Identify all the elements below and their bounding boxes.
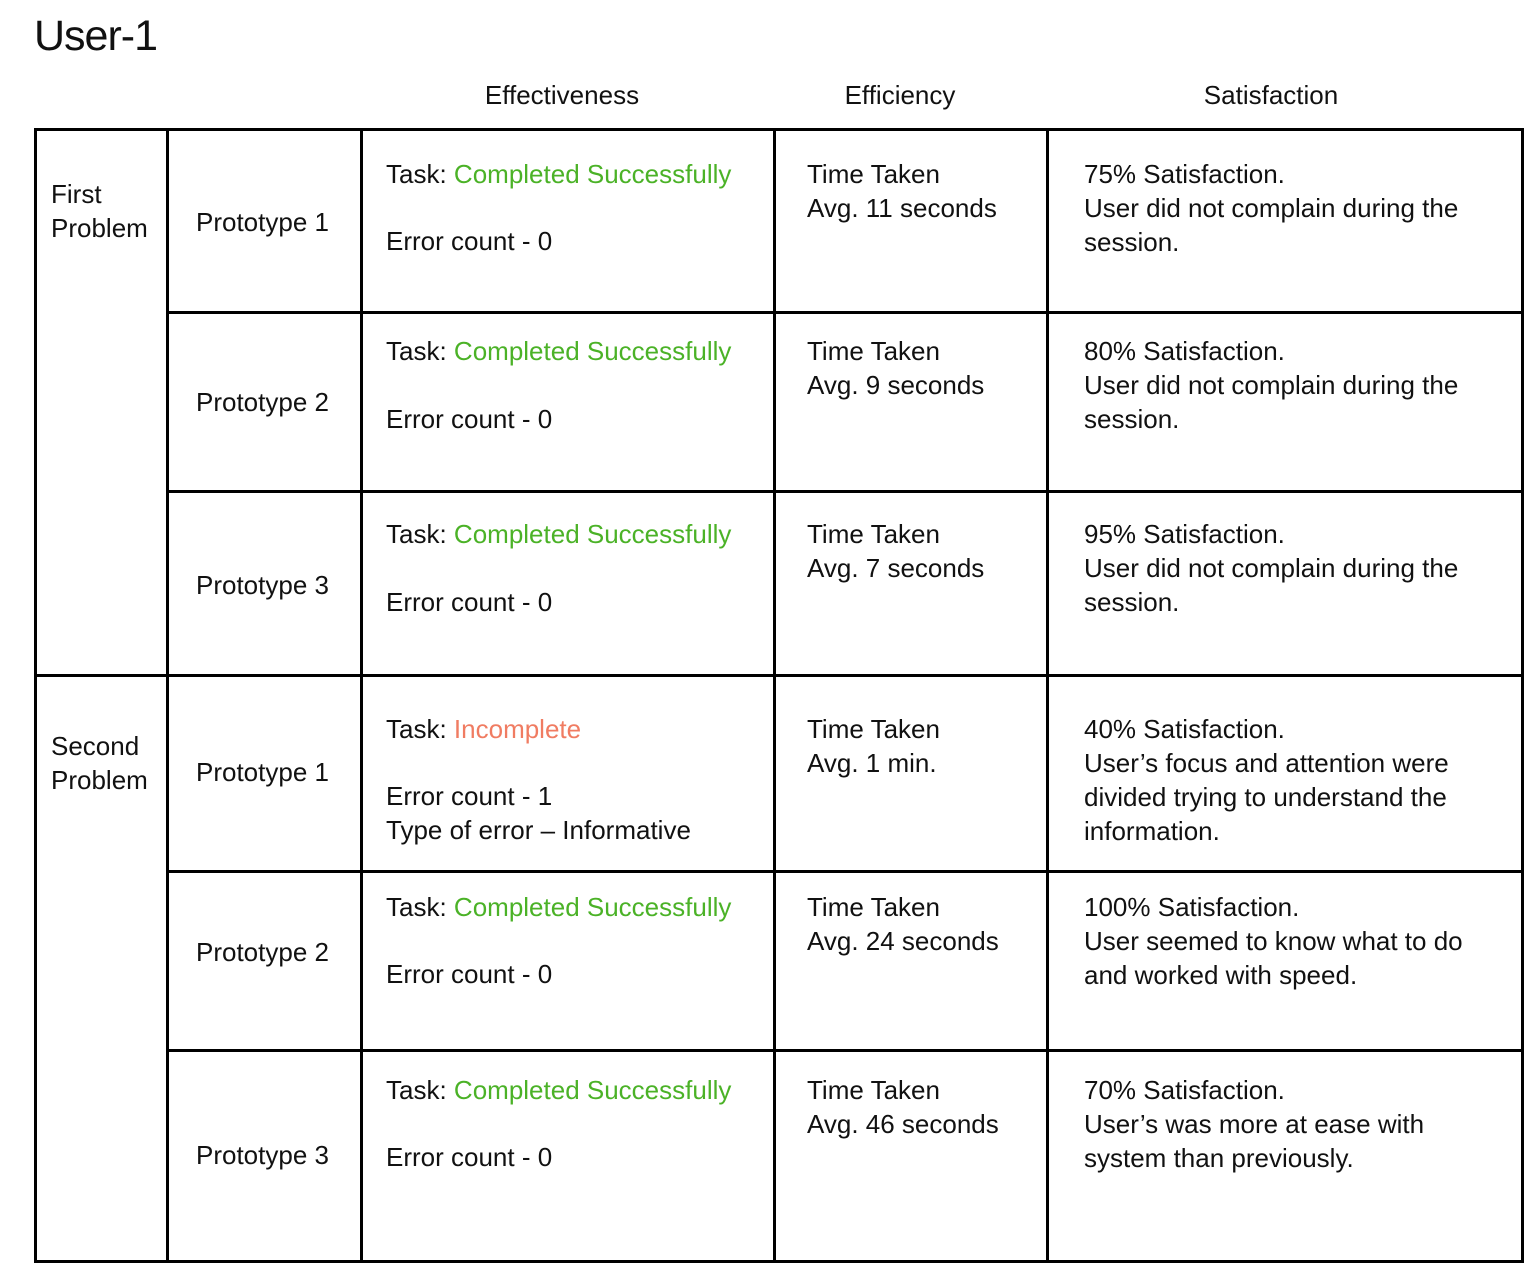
satisfaction-line: divided trying to understand the <box>1084 782 1447 812</box>
problem-label-line: Second <box>51 731 140 761</box>
row-divider <box>167 1049 1524 1052</box>
satisfaction-cell <box>1084 334 1458 436</box>
efficiency-cell <box>807 712 940 780</box>
task-result <box>386 517 731 551</box>
prototype-label: Prototype 3 <box>196 1140 329 1170</box>
time-value: Avg. 7 seconds <box>807 553 985 583</box>
satisfaction-line: 40% Satisfaction. <box>1084 714 1285 744</box>
satisfaction-cell <box>1084 712 1449 848</box>
prototype-label: Prototype 2 <box>196 937 329 967</box>
row-divider <box>167 311 1524 314</box>
satisfaction-line: session. <box>1084 404 1180 434</box>
satisfaction-line: system than previously. <box>1084 1143 1354 1173</box>
efficiency-cell <box>807 334 984 402</box>
table-border-bottom <box>34 1260 1524 1263</box>
satisfaction-line: session. <box>1084 587 1180 617</box>
results-table <box>34 128 1524 1264</box>
efficiency-cell <box>807 1073 999 1141</box>
table-border-right <box>1521 128 1524 1263</box>
satisfaction-line: User’s focus and attention were <box>1084 748 1449 778</box>
problem-label-line: Problem <box>51 213 148 243</box>
column-divider <box>1046 128 1049 1263</box>
time-value: Avg. 11 seconds <box>807 193 997 223</box>
task-label: Task: <box>386 892 447 922</box>
problem-divider <box>34 674 1524 677</box>
time-label: Time Taken <box>807 892 940 922</box>
task-result <box>386 334 731 368</box>
task-result <box>386 157 731 191</box>
satisfaction-line: User’s was more at ease with <box>1084 1109 1425 1139</box>
satisfaction-line: User seemed to know what to do <box>1084 926 1463 956</box>
table-border-top <box>34 128 1524 131</box>
efficiency-cell <box>807 517 984 585</box>
table-border-left <box>34 128 37 1263</box>
satisfaction-line: 70% Satisfaction. <box>1084 1075 1285 1105</box>
problem-label-line: First <box>51 179 102 209</box>
task-status: Incomplete <box>453 714 582 744</box>
row-divider <box>167 490 1524 493</box>
satisfaction-cell <box>1084 157 1458 259</box>
efficiency-cell <box>807 890 999 958</box>
satisfaction-line: session. <box>1084 227 1180 257</box>
satisfaction-line: User did not complain during the <box>1084 553 1459 583</box>
problem-label <box>51 177 148 245</box>
satisfaction-line: 95% Satisfaction. <box>1084 519 1285 549</box>
error-count: Error count - 0 <box>386 1142 553 1172</box>
satisfaction-line: 100% Satisfaction. <box>1084 892 1300 922</box>
task-result <box>386 890 731 924</box>
task-result <box>386 712 581 746</box>
error-info <box>386 779 691 847</box>
task-label: Task: <box>386 714 447 744</box>
time-label: Time Taken <box>807 159 940 189</box>
problem-label-line: Problem <box>51 765 148 795</box>
satisfaction-cell <box>1084 890 1463 992</box>
time-label: Time Taken <box>807 1075 940 1105</box>
satisfaction-line: 80% Satisfaction. <box>1084 336 1285 366</box>
time-value: Avg. 1 min. <box>807 748 937 778</box>
prototype-label: Prototype 1 <box>196 757 329 787</box>
column-divider <box>166 128 169 1263</box>
column-header-efficiency: Efficiency <box>844 80 956 110</box>
column-header-effectiveness: Effectiveness <box>484 80 640 110</box>
time-value: Avg. 24 seconds <box>807 926 999 956</box>
time-label: Time Taken <box>807 714 940 744</box>
prototype-label: Prototype 2 <box>196 387 329 417</box>
time-label: Time Taken <box>807 519 940 549</box>
error-count: Error count - 0 <box>386 226 553 256</box>
page-title: User-1 <box>34 12 158 60</box>
satisfaction-line: information. <box>1084 816 1220 846</box>
satisfaction-cell <box>1084 1073 1424 1175</box>
task-status: Completed Successfully <box>453 159 732 189</box>
time-label: Time Taken <box>807 336 940 366</box>
task-status: Completed Successfully <box>453 336 732 366</box>
satisfaction-cell <box>1084 517 1458 619</box>
error-count: Error count - 0 <box>386 959 553 989</box>
task-label: Task: <box>386 159 447 189</box>
error-count: Error count - 1 <box>386 781 553 811</box>
prototype-label: Prototype 3 <box>196 570 329 600</box>
satisfaction-line: User did not complain during the <box>1084 370 1459 400</box>
task-status: Completed Successfully <box>453 519 732 549</box>
column-header-satisfaction: Satisfaction <box>1203 80 1339 110</box>
efficiency-cell <box>807 157 997 225</box>
error-count: Error count - 0 <box>386 587 553 617</box>
prototype-label: Prototype 1 <box>196 207 329 237</box>
error-count: Error count - 0 <box>386 404 553 434</box>
task-status: Completed Successfully <box>453 1075 732 1105</box>
task-result <box>386 1073 731 1107</box>
task-label: Task: <box>386 336 447 366</box>
column-divider <box>360 128 363 1263</box>
task-label: Task: <box>386 519 447 549</box>
error-type: Type of error – Informative <box>386 815 691 845</box>
column-divider <box>773 128 776 1263</box>
task-status: Completed Successfully <box>453 892 732 922</box>
row-divider <box>167 870 1524 873</box>
satisfaction-line: User did not complain during the <box>1084 193 1459 223</box>
satisfaction-line: and worked with speed. <box>1084 960 1358 990</box>
satisfaction-line: 75% Satisfaction. <box>1084 159 1285 189</box>
time-value: Avg. 46 seconds <box>807 1109 999 1139</box>
task-label: Task: <box>386 1075 447 1105</box>
problem-label <box>51 729 148 797</box>
time-value: Avg. 9 seconds <box>807 370 985 400</box>
